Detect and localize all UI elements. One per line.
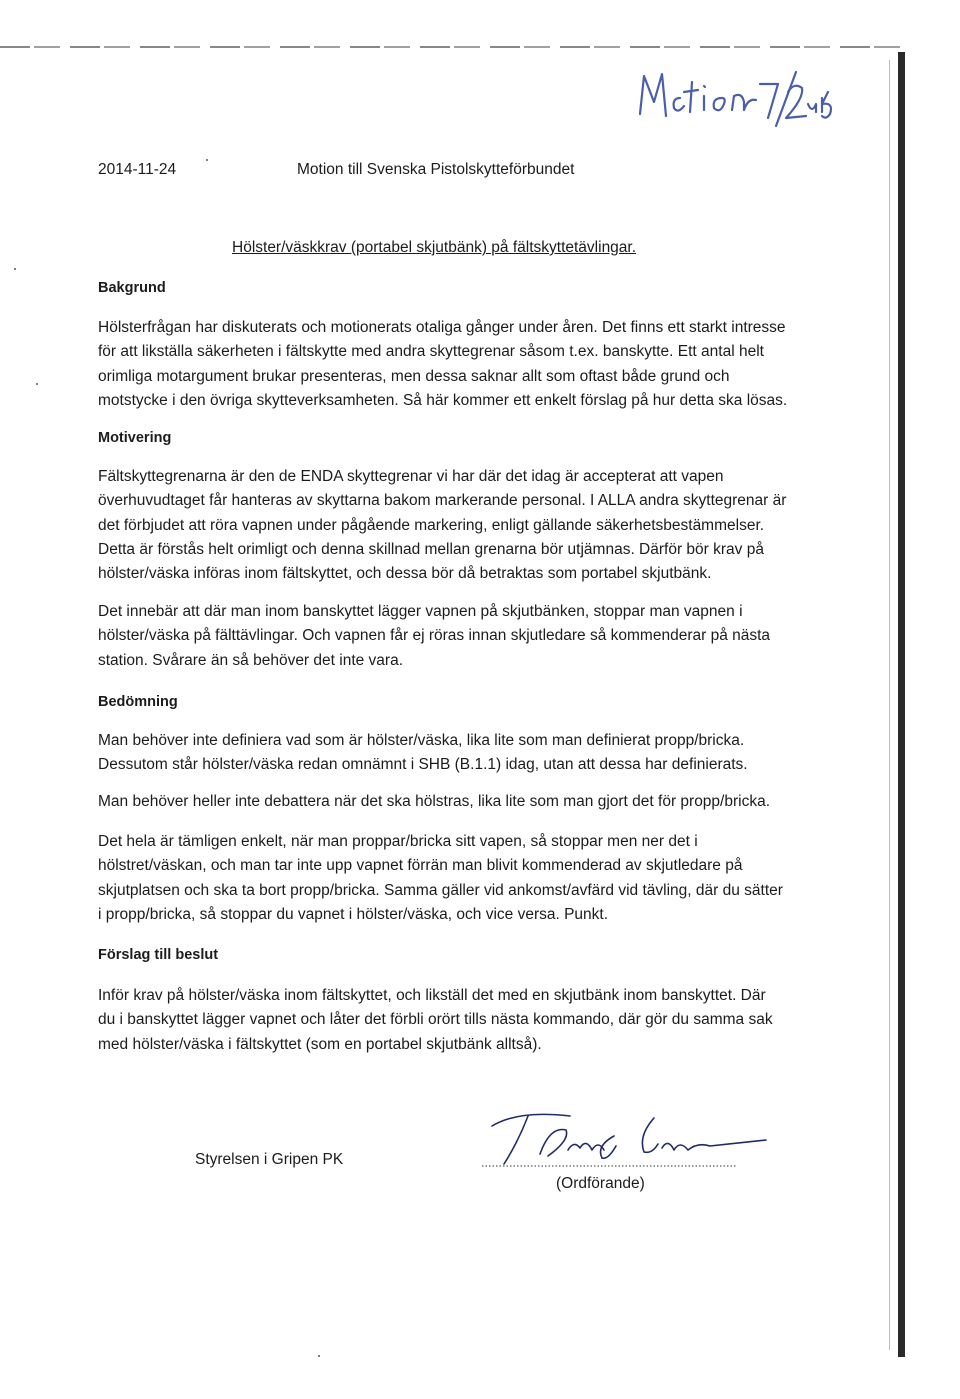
- scan-speck: [14, 268, 16, 270]
- section-heading-motivering: Motivering: [98, 430, 172, 446]
- text-line: det förbjudet att röra vapnen under pågående markering, enligt gällande säkerhetsbestämmelser.: [98, 516, 765, 534]
- text-line: med hölster/väska i fältskyttet (som en portabel skjutbänk alltså).: [98, 1035, 542, 1053]
- scan-right-edge: [898, 52, 905, 1357]
- paragraph-forslag: [98, 984, 798, 1057]
- document-date: 2014-11-24: [98, 161, 177, 178]
- text-line: Det hela är tämligen enkelt, när man proppar/bricka sitt vapen, så stoppar men ner det i: [98, 833, 698, 850]
- text-line: motstycke i den övriga skytteverksamheten. Så här kommer ett enkelt förslag på hur detta ska lösas.: [98, 391, 788, 409]
- handwritten-signature: [478, 1106, 768, 1170]
- paragraph-bakgrund: [98, 316, 798, 413]
- paragraph-bedomning-2: [98, 790, 798, 814]
- text-line: du i banskyttet lägger vapnet och låter det förbli orört tills nästa kommando, där gör du samma sak: [98, 1011, 773, 1029]
- handwritten-motion-number: [636, 62, 836, 132]
- text-line: hölster/väska införas inom fältskyttet, och dessa bör då betraktas som portabel skjutbänk.: [98, 565, 712, 583]
- signer-name: Styrelsen i Gripen PK: [195, 1151, 344, 1168]
- scan-speck: [206, 159, 208, 161]
- signer-role: (Ordförande): [556, 1175, 645, 1192]
- text-line: skjutplatsen och ska ta bort propp/bricka. Samma gäller vid ankomst/avfärd vid tävling, där du sätter: [98, 881, 783, 899]
- text-line: hölster/väska på fälttävlingar. Och vapnen får ej röras innan skjutledare så kommenderar på nästa: [98, 627, 771, 645]
- text-line: Dessutom står hölster/väska redan omnämnt i SHB (B.1.1) idag, utan att dessa har definierats.: [98, 756, 748, 774]
- text-line: överhuvudtaget får hanteras av skyttarna bakom markerande personal. I ALLA andra skyttegrenar är: [98, 492, 787, 510]
- paragraph-bedomning-1: [98, 729, 798, 778]
- document-recipient: Motion till Svenska Pistolskytteförbundet: [297, 161, 575, 178]
- text-line: Detta är förstås helt orimligt och denna skillnad mellan grenarna bör utjämnas. Därför bör krav på: [98, 540, 764, 558]
- text-line: i propp/bricka, så stoppar du vapnet i hölster/väska, och vice versa. Punkt.: [98, 905, 609, 923]
- text-line: för att likställa säkerheten i fältskytte med andra skyttegrenar såsom t.ex. banskytte. Ett antal helt: [98, 343, 764, 361]
- text-line: station. Svårare än så behöver det inte vara.: [98, 651, 404, 669]
- text-line: Fältskyttegrenarna är den de ENDA skyttegrenar vi har där det idag är accepterat att vapen: [98, 468, 724, 485]
- paragraph-motivering-1: [98, 465, 798, 586]
- document-subject: Hölster/väskkrav (portabel skjutbänk) på fältskyttetävlingar.: [232, 239, 637, 256]
- text-line: Det innebär att där man inom banskyttet lägger vapnen på skjutbänken, stoppar man vapnen i: [98, 603, 743, 620]
- section-heading-forslag: Förslag till beslut: [98, 947, 219, 963]
- text-line: Hölsterfrågan har diskuterats och motionerats otaliga gånger under åren. Det finns ett starkt intresse: [98, 319, 786, 336]
- scan-speck: [318, 1355, 320, 1357]
- text-line: orimliga motargument brukar presenteras, men dessa saknar allt som oftast både grund och: [98, 367, 730, 385]
- paragraph-bedomning-3: [98, 830, 798, 927]
- scan-speck: [36, 383, 38, 385]
- paragraph-motivering-2: [98, 600, 798, 673]
- text-line: Man behöver heller inte debattera när det ska hölstras, lika lite som man gjort det för propp/bricka.: [98, 793, 771, 810]
- section-heading-bakgrund: Bakgrund: [98, 280, 166, 296]
- text-line: Inför krav på hölster/väska inom fältskyttet, och likställ det med en skjutbänk inom banskyttet. Där: [98, 987, 766, 1004]
- scan-fold-line: [889, 60, 890, 1350]
- text-line: hölstret/väskan, och man tar inte upp vapnet förrän man blivit kommenderad av skjutledare på: [98, 857, 743, 875]
- section-heading-bedomning: Bedömning: [98, 694, 178, 710]
- scan-top-edge: [0, 46, 905, 48]
- text-line: Man behöver inte definiera vad som är hölster/väska, lika lite som man definierat propp/bricka.: [98, 732, 745, 749]
